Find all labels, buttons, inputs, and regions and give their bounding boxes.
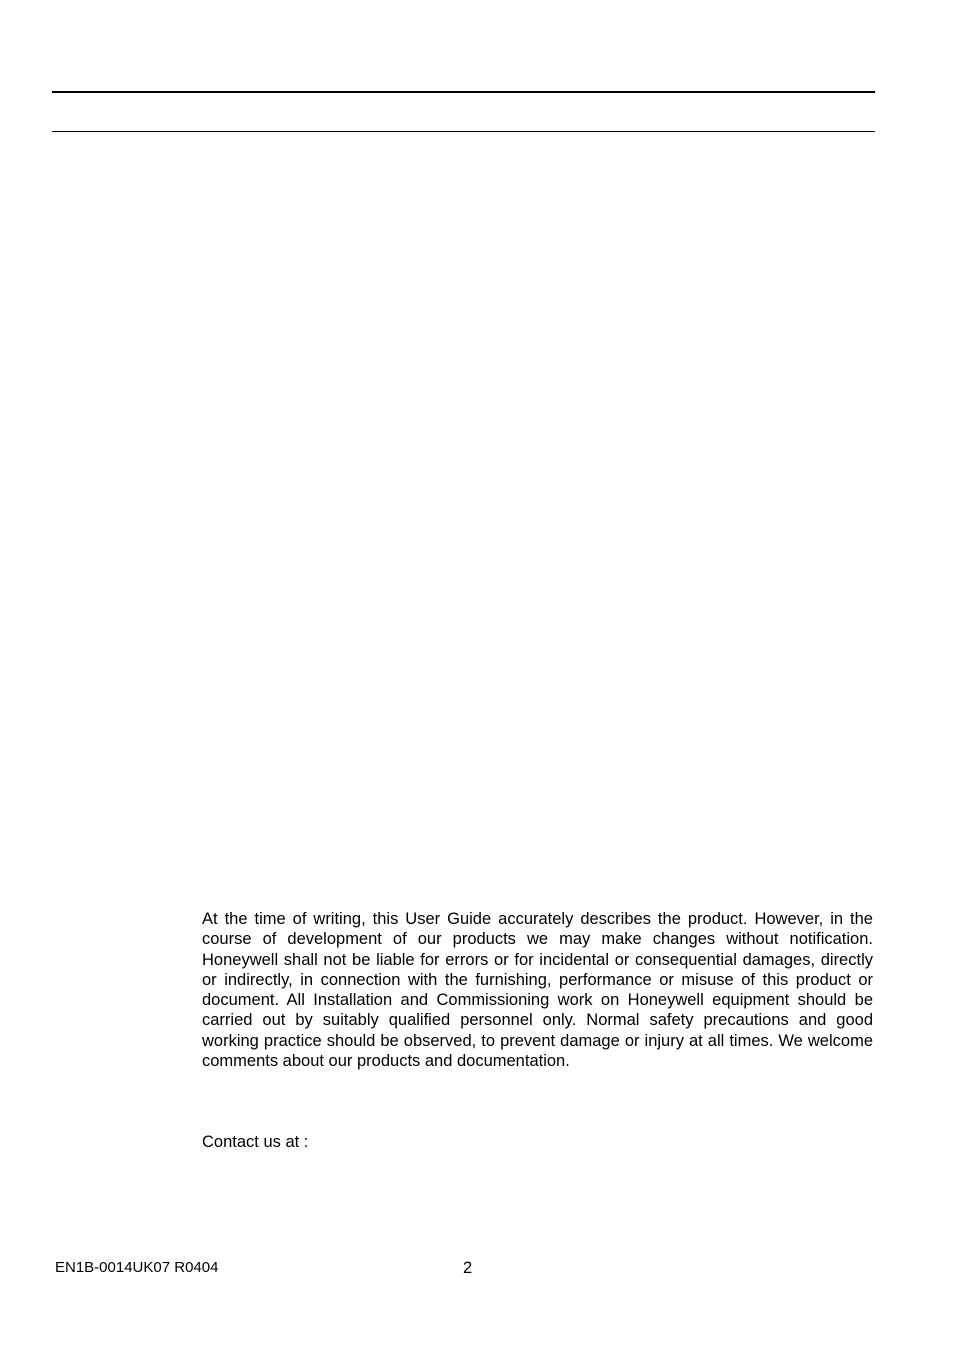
header-rule-top: [52, 91, 875, 93]
page-number: 2: [463, 1259, 473, 1277]
header-rule-bottom: [52, 131, 875, 132]
document-code: EN1B-0014UK07 R0404: [55, 1259, 219, 1276]
contact-label: Contact us at :: [202, 1133, 309, 1151]
disclaimer-paragraph: At the time of writing, this User Guide accurately describes the product. However, in the course of development of our products we may make changes without notification. Honeywell shall not be liable for errors or for incidental or consequential damages, directly or indirectly, in connection with the furnishing, performance or misuse of this product or document. All Installation and Commissioning work on Honeywell equipment should be carried out by suitably qualified personnel only. Normal safety precautions and good working practice should be observed, to prevent damage or injury at all times. We welcome comments about our products and documentation.: [202, 910, 873, 1071]
